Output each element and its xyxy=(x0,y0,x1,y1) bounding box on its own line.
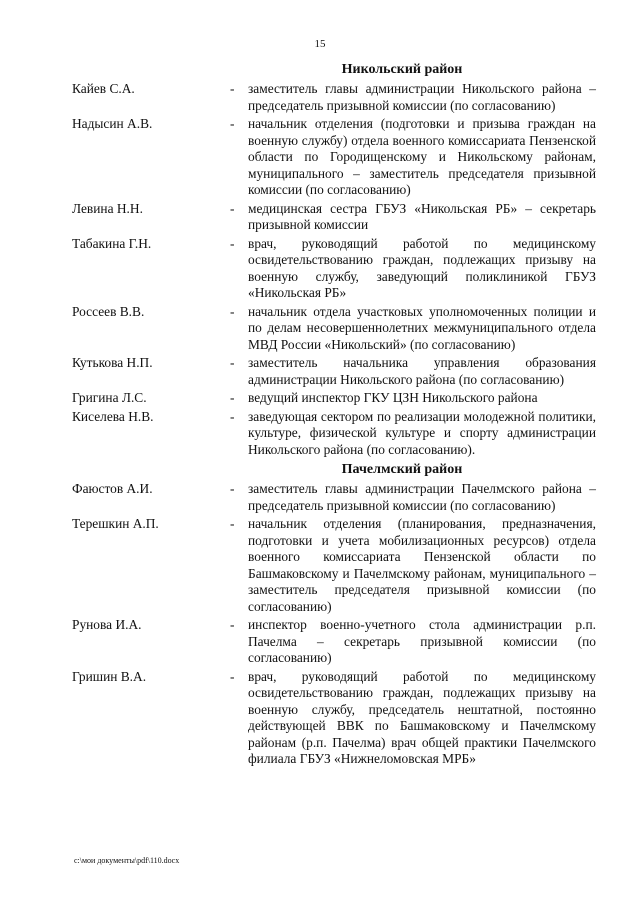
list-item xyxy=(72,516,600,615)
person-role: заместитель главы администрации Никольского района – председатель призывной комиссии (по согласованию) xyxy=(248,81,596,113)
person-role: заместитель начальника управления образования администрации Никольского района (по согласованию) xyxy=(248,355,596,387)
person-name: Табакина Г.Н. xyxy=(72,235,152,251)
person-role: начальник отделения (планирования, предназначения, подготовки и учета мобилизационных ресурсов) отдела военного комиссариата Пензенской области по Башмаковскому и Пачелмскому районам, муниципального – заместитель председателя призывной комиссии (по согласованию) xyxy=(248,516,596,614)
page-number: 15 xyxy=(314,38,326,50)
dash-separator: - xyxy=(230,668,235,684)
person-name: Рунова И.А. xyxy=(72,617,142,632)
dash-separator: - xyxy=(230,116,235,131)
dash-separator: - xyxy=(230,617,235,632)
person-role: медицинская сестра ГБУЗ «Никольская РБ» – секретарь призывной комиссии xyxy=(248,200,596,232)
dash-separator: - xyxy=(230,235,235,251)
person-name: Гришин В.А. xyxy=(72,668,147,684)
list-item xyxy=(72,81,600,114)
dash-separator: - xyxy=(230,481,235,496)
dash-separator: - xyxy=(230,303,235,319)
person-name: Терешкин А.П. xyxy=(72,516,159,531)
list-item xyxy=(72,304,600,354)
file-path-footer: c:\мои документы\pdf\110.docx xyxy=(74,856,180,865)
list-item xyxy=(72,481,600,514)
person-name: Киселева Н.В. xyxy=(72,408,154,424)
dash-separator: - xyxy=(230,516,235,531)
list-item xyxy=(72,355,600,388)
person-name: Кайев С.А. xyxy=(72,81,135,96)
person-role: врач, руководящий работой по медицинскому освидетельствованию граждан, подлежащих призыву на военную службу, заведующий поликлиникой ГБУЗ «Никольская РБ» xyxy=(248,235,596,300)
dash-separator: - xyxy=(230,390,235,405)
section-title-nikolsky: Никольский район xyxy=(341,62,463,77)
dash-separator: - xyxy=(230,81,235,96)
person-name: Надысин А.В. xyxy=(72,116,153,131)
list-item xyxy=(72,617,600,667)
person-role: инспектор военно-учетного стола администрации р.п. Пачелма – секретарь призывной комиссии (по согласованию) xyxy=(248,617,596,665)
person-name: Фаюстов А.И. xyxy=(72,481,153,496)
list-item xyxy=(72,669,600,768)
person-role: врач, руководящий работой по медицинскому освидетельствованию граждан, подлежащих призыву на военную службу, председатель нештатной, постоянно действующей ВВК по Башмаковскому и Пачелмскому районам (р.п. Пачелма) врач общей практики Пачелмского филиала ГБУЗ «Нижнеломовская МРБ» xyxy=(248,668,596,766)
list-item xyxy=(72,409,600,459)
person-role: начальник отделения (подготовки и призыва граждан на военную службу) отдела военного комиссариата Пензенской области по Городищенскому и Никольскому районам, муниципального – заместитель председателя призывной комиссии (по согласованию) xyxy=(248,116,596,197)
person-role: заместитель главы администрации Пачелмского района – председатель призывной комиссии (по согласованию) xyxy=(248,481,596,513)
person-role: начальник отдела участковых уполномоченных полиции и по делам несовершеннолетних межмуниципального отдела МВД России «Никольский» (по согласованию) xyxy=(248,303,596,352)
person-name: Григина Л.С. xyxy=(72,390,147,405)
dash-separator: - xyxy=(230,408,235,424)
list-item xyxy=(72,116,600,199)
list-item xyxy=(72,390,600,407)
person-role: ведущий инспектор ГКУ ЦЗН Никольского района xyxy=(248,390,538,405)
list-item xyxy=(72,236,600,302)
dash-separator: - xyxy=(230,355,235,370)
list-item xyxy=(72,201,600,234)
person-role: заведующая сектором по реализации молодежной политики, культуре, физической культуре и спорту администрации Никольского района (по согласованию). xyxy=(248,408,596,457)
dash-separator: - xyxy=(230,200,235,216)
person-name: Россеев В.В. xyxy=(72,303,145,319)
document-body xyxy=(72,62,600,770)
person-name: Кутькова Н.П. xyxy=(72,355,153,370)
person-name: Левина Н.Н. xyxy=(72,200,143,216)
section-title-pachelmsky: Пачелмский район xyxy=(341,462,463,477)
